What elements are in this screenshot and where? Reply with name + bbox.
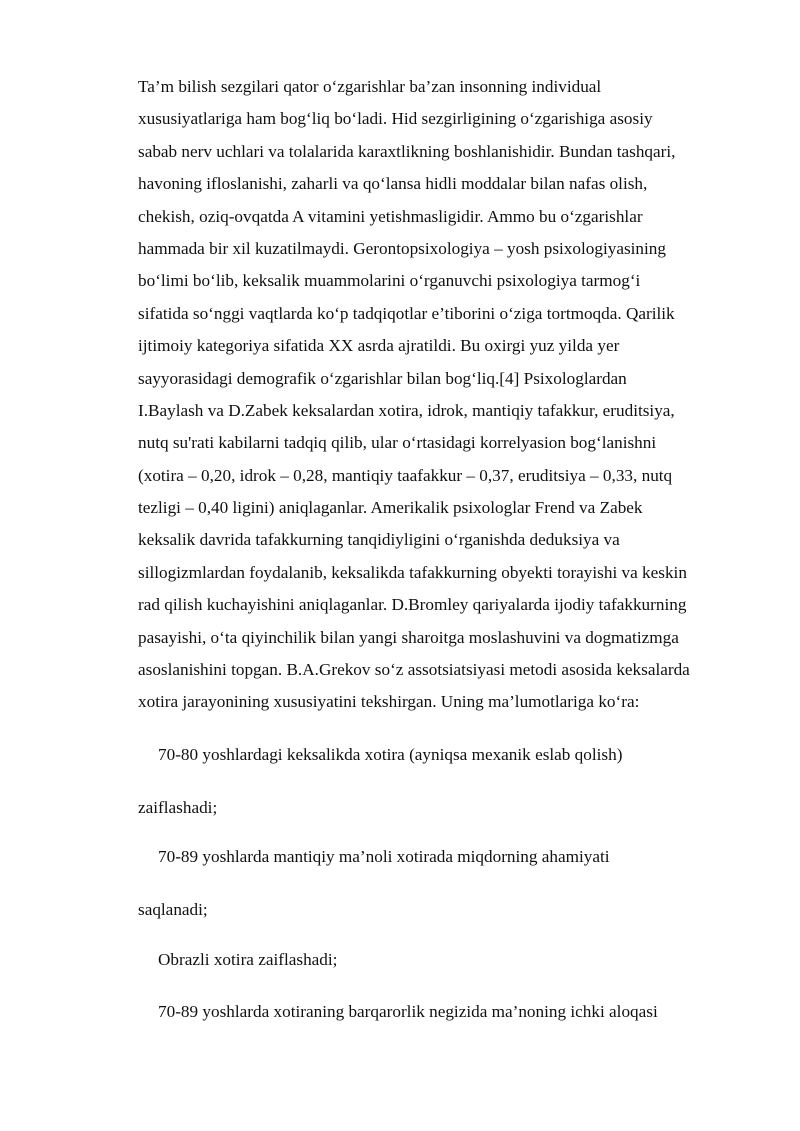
paragraph-line: Ta’m bilish sezgilari qator o‘zgarishlar ba’zan insonning individual	[138, 77, 602, 96]
paragraph-line: asoslanishini topgan. B.A.Grekov so‘z assotsiatsiyasi metodi asosida keksalarda	[138, 660, 690, 680]
list-item: 70-80 yoshlardagi keksalikda xotira (ayniqsa mexanik eslab qolish)	[158, 745, 623, 764]
paragraph-line: xususiyatlariga ham bog‘liq bo‘ladi. Hid sezgirligining o‘zgarishiga asosiy	[138, 109, 653, 129]
paragraph-line: sabab nerv uchlari va tolalarida karaxtlikning boshlanishidir. Bundan tashqari,	[138, 141, 676, 161]
paragraph-line: keksalik davrida tafakkurning tanqidiyligini o‘rganishda deduksiya va	[138, 530, 620, 550]
paragraph-line: hammada bir xil kuzatilmaydi. Gerontopsixologiya – yosh psixologiyasining	[138, 238, 666, 258]
main-paragraph	[138, 71, 746, 719]
paragraph-line: xotira jarayonining xususiyatini tekshirgan. Uning ma’lumotlariga ko‘ra:	[138, 692, 640, 712]
paragraph-line: chekish, oziq-ovqatda A vitamini yetishmasligidir. Ammo bu o‘zgarishlar	[138, 206, 643, 226]
list-item-continuation: zaiflashadi;	[138, 798, 218, 817]
paragraph-line: sillogizmlardan foydalanib, keksalikda tafakkurning obyekti torayishi va keskin	[138, 562, 687, 582]
paragraph-line: sayyorasidagi demografik o‘zgarishlar bilan bog‘liq.[4] Psixologlardan	[138, 368, 627, 388]
list-item: 70-89 yoshlarda xotiraning barqarorlik negizida ma’noning ichki aloqasi	[158, 1002, 658, 1021]
list-item: 70-89 yoshlarda mantiqiy ma’noli xotirada miqdorning ahamiyati	[158, 847, 610, 866]
paragraph-line: sifatida so‘nggi vaqtlarda ko‘p tadqiqotlar e’tiborini o‘ziga tortmoqda. Qarilik	[138, 303, 675, 323]
list-item: Obrazli xotira zaiflashadi;	[158, 950, 338, 969]
paragraph-line: nutq su'rati kabilarni tadqiq qilib, ular o‘rtasidagi korrelyasion bog‘lanishni	[138, 433, 657, 453]
paragraph-line: bo‘limi bo‘lib, keksalik muammolarini o‘rganuvchi psixologiya tarmog‘i	[138, 271, 641, 291]
paragraph-line: (xotira – 0,20, idrok – 0,28, mantiqiy taafakkur – 0,37, eruditsiya – 0,33, nutq	[138, 465, 673, 485]
paragraph-line: ijtimoiy kategoriya sifatida XX asrda ajratildi. Bu oxirgi yuz yilda yer	[138, 336, 620, 356]
paragraph-line: havoning ifloslanishi, zaharli va qo‘lansa hidli moddalar bilan nafas olish,	[138, 174, 648, 194]
paragraph-line: pasayishi, o‘ta qiyinchilik bilan yangi sharoitga moslashuvini va dogmatizmga	[138, 627, 679, 647]
paragraph-line: tezligi – 0,40 ligini) aniqlaganlar. Amerikalik psixologlar Frend va Zabek	[138, 498, 643, 518]
list-item-continuation: saqlanadi;	[138, 900, 208, 919]
paragraph-line: I.Baylash va D.Zabek keksalardan xotira, idrok, mantiqiy tafakkur, eruditsiya,	[138, 400, 675, 420]
paragraph-line: rad qilish kuchayishini aniqlaganlar. D.Bromley qariyalarda ijodiy tafakkurning	[138, 595, 687, 615]
